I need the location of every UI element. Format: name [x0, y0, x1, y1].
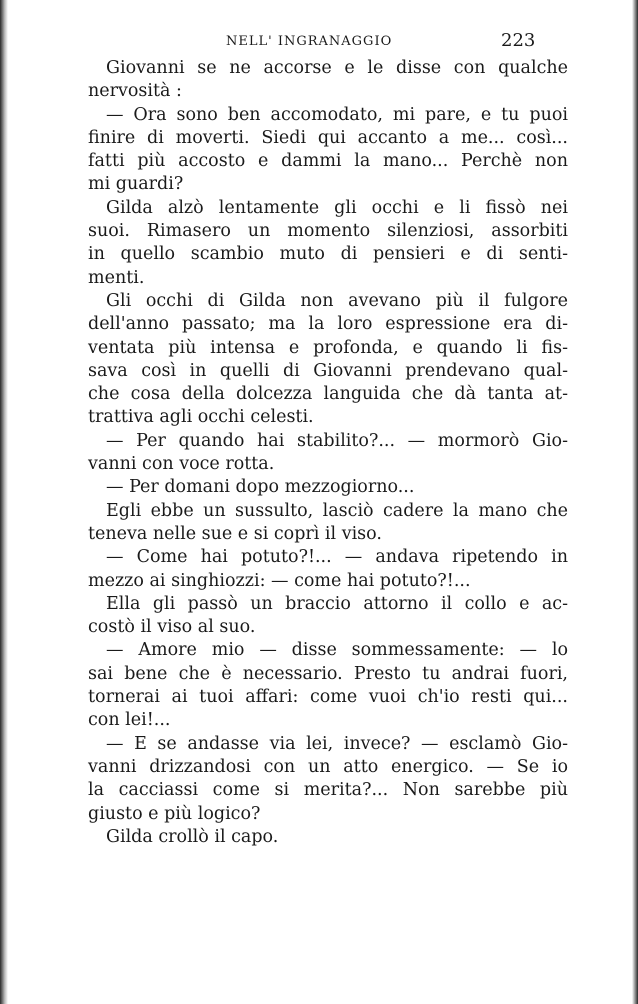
text-line: Gilda alzò lentamente gli occhi e li fissò nei	[106, 197, 568, 218]
text-line: — Ora sono ben accomodato, mi pare, e tu puoi	[106, 104, 568, 125]
text-line: Giovanni se ne accorse e le disse con qualche	[106, 58, 568, 78]
text-line: Gli occhi di Gilda non avevano più il fulgore	[106, 290, 568, 311]
text-line: la cacciassi come si merita?... Non sarebbe più	[88, 780, 568, 801]
text-line: mezzo ai singhiozzi: — come hai potuto?!...	[88, 570, 471, 591]
text-line: sava così in quelli di Giovanni prendevano qual-	[88, 360, 568, 381]
text-line: — Per quando hai stabilito?... — mormorò Gio-	[106, 430, 568, 451]
text-line: menti.	[88, 267, 145, 288]
text-line: Gilda crollò il capo.	[106, 826, 279, 847]
text-line: mi guardi?	[88, 174, 184, 195]
text-line: — Per domani dopo mezzogiorno...	[106, 477, 415, 498]
text-line: sai bene che è necessario. Presto tu andrai fuori,	[88, 663, 568, 684]
running-header: NELL' INGRANAGGIO	[226, 34, 393, 49]
text-line: Ella gli passò un braccio attorno il collo e ac-	[106, 593, 568, 614]
text-line: vanni drizzandosi con un atto energico. — Se io	[88, 756, 568, 777]
page-edge-shadow-left	[0, 0, 8, 1004]
text-line: — E se andasse via lei, invece? — esclamò Gio-	[106, 733, 568, 754]
text-line: nervosità :	[88, 81, 182, 102]
page-number: 223	[501, 30, 536, 51]
page-edge-shadow-right	[632, 0, 638, 1004]
text-line: in quello scambio muto di pensieri e di senti-	[88, 244, 568, 265]
text-line: teneva nelle sue e si coprì il viso.	[88, 523, 382, 544]
text-line: ventata più intensa e profonda, e quando li fis-	[88, 337, 568, 358]
text-line: giusto e più logico?	[88, 803, 261, 824]
text-line: dell'anno passato; ma la loro espressione era di-	[88, 314, 568, 335]
text-line: finire di moverti. Siedi qui accanto a me... così...	[88, 127, 568, 148]
text-line: costò il viso al suo.	[88, 617, 256, 638]
text-line: vanni con voce rotta.	[88, 454, 275, 475]
text-line: che cosa della dolcezza languida che dà tanta at-	[88, 384, 568, 405]
text-line: suoi. Rimasero un momento silenziosi, assorbiti	[88, 221, 568, 242]
text-line: trattiva agli occhi celesti.	[88, 407, 314, 428]
text-line: tornerai ai tuoi affari: come vuoi ch'io resti qui...	[88, 687, 568, 708]
text-line: Egli ebbe un sussulto, lasciò cadere la mano che	[106, 500, 568, 521]
text-line: con lei!...	[88, 710, 171, 731]
text-line: fatti più accosto e dammi la mano... Perchè non	[88, 151, 568, 172]
body-text	[88, 57, 568, 849]
text-line: — Amore mio — disse sommessamente: — lo	[106, 640, 568, 661]
text-line: — Come hai potuto?!... — andava ripetendo in	[106, 547, 568, 568]
